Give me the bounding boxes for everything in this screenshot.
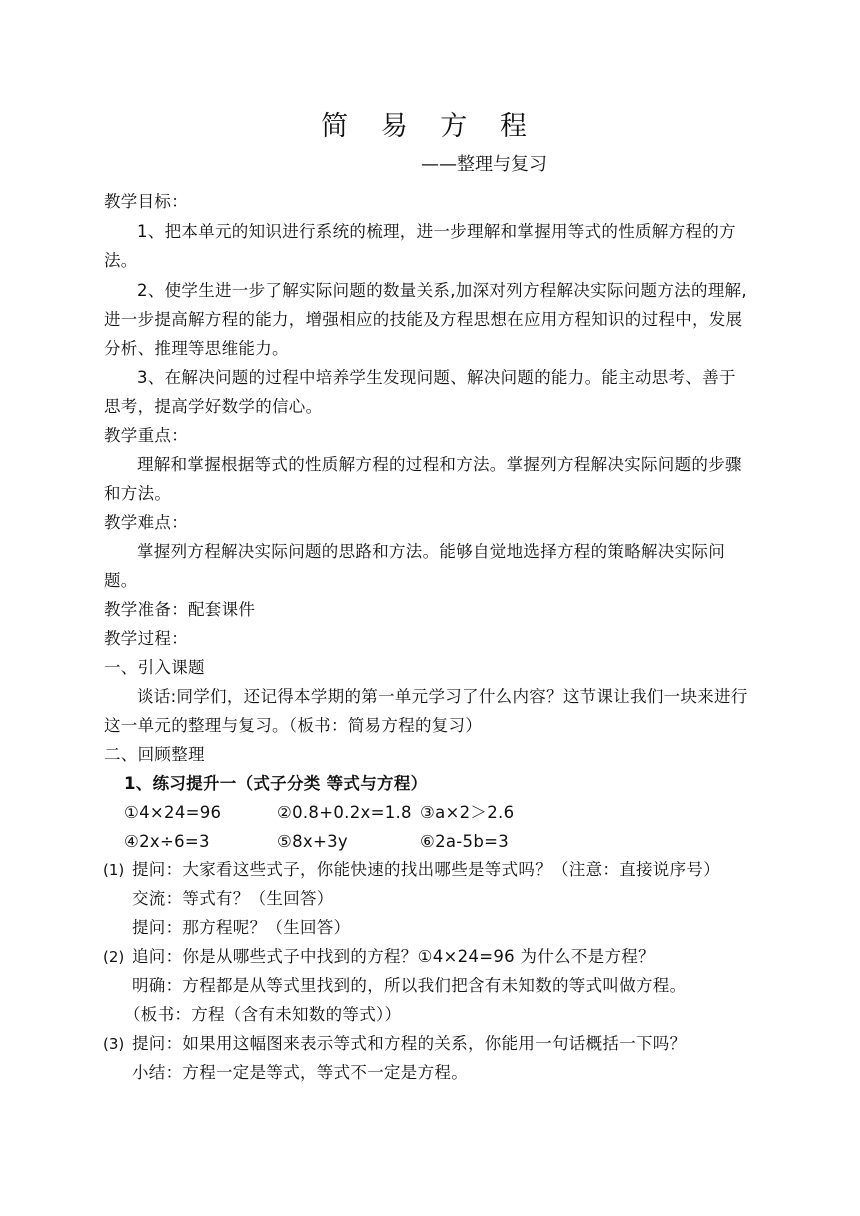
goal-3-line-2: 思考，提高学好数学的信心。 bbox=[104, 397, 323, 416]
goal-2-line-1: 2、使学生进一步了解实际问题的数量关系,加深对列方程解决实际问题方法的理解, bbox=[137, 281, 747, 300]
question-3-summary: 小结：方程一定是等式，等式不一定是方程。 bbox=[132, 1063, 468, 1082]
page-subtitle: ——整理与复习 bbox=[421, 154, 547, 175]
page-title: 简 易 方 程 bbox=[321, 111, 539, 142]
practice-title: 1、练习提升一（式子分类 等式与方程） bbox=[124, 774, 428, 793]
question-1-ask: 提问：那方程呢？（生回答） bbox=[132, 918, 351, 937]
expression-3: ③a×2＞2.6 bbox=[420, 803, 515, 822]
question-2-board-note: （板书：方程（含有未知数的等式）） bbox=[124, 1005, 402, 1024]
question-3-text: 提问：如果用这幅图来表示等式和方程的关系，你能用一句话概括一下吗？ bbox=[132, 1034, 687, 1053]
preparation: 教学准备：配套课件 bbox=[104, 600, 256, 619]
goal-1-line-2: 法。 bbox=[104, 251, 138, 270]
section-2-heading: 二、回顾整理 bbox=[104, 745, 205, 764]
expression-6: ⑥2a-5b=3 bbox=[420, 832, 510, 851]
goal-2-line-3: 分析、推理等思维能力。 bbox=[104, 339, 289, 358]
process-heading: 教学过程： bbox=[104, 629, 188, 648]
goal-2-line-2: 进一步提高解方程的能力，增强相应的技能及方程思想在应用方程知识的过程中，发展 bbox=[104, 310, 743, 329]
question-2-clarify: 明确：方程都是从等式里找到的，所以我们把含有未知数的等式叫做方程。 bbox=[132, 976, 687, 995]
key-heading: 教学重点： bbox=[104, 426, 188, 445]
key-line-2: 和方法。 bbox=[104, 484, 172, 503]
section-1-heading: 一、引入课题 bbox=[104, 658, 205, 677]
question-2-number: (2) bbox=[103, 948, 125, 966]
intro-line-1: 谈话:同学们，还记得本学期的第一单元学习了什么内容？这节课让我们一块来进行 bbox=[137, 687, 748, 706]
goals-heading: 教学目标： bbox=[104, 192, 188, 211]
question-2-text: 追问：你是从哪些式子中找到的方程？①4×24=96 为什么不是方程？ bbox=[132, 947, 655, 966]
difficult-line-2: 题。 bbox=[104, 571, 138, 590]
question-1-exchange: 交流：等式有？（生回答） bbox=[132, 889, 334, 908]
question-1-number: (1) bbox=[103, 861, 125, 879]
expression-4: ④2x÷6=3 bbox=[124, 832, 210, 851]
intro-line-2: 这一单元的整理与复习。（板书：简易方程的复习） bbox=[104, 716, 483, 735]
question-3-number: (3) bbox=[103, 1035, 125, 1053]
question-1-text: 提问：大家看这些式子，你能快速的找出哪些是等式吗？（注意：直接说序号） bbox=[132, 860, 720, 879]
expression-1: ①4×24=96 bbox=[124, 803, 222, 822]
goal-3-line-1: 3、在解决问题的过程中培养学生发现问题、解决问题的能力。能主动思考、善于 bbox=[137, 368, 736, 387]
difficult-heading: 教学难点： bbox=[104, 513, 188, 532]
expression-5: ⑤8x+3y bbox=[277, 832, 348, 851]
key-line-1: 理解和掌握根据等式的性质解方程的过程和方法。掌握列方程解决实际问题的步骤 bbox=[137, 455, 742, 474]
goal-1-line-1: 1、把本单元的知识进行系统的梳理，进一步理解和掌握用等式的性质解方程的方 bbox=[137, 222, 736, 241]
expression-2: ②0.8+0.2x=1.8 bbox=[277, 803, 412, 822]
difficult-line-1: 掌握列方程解决实际问题的思路和方法。能够自觉地选择方程的策略解决实际问 bbox=[137, 542, 725, 561]
